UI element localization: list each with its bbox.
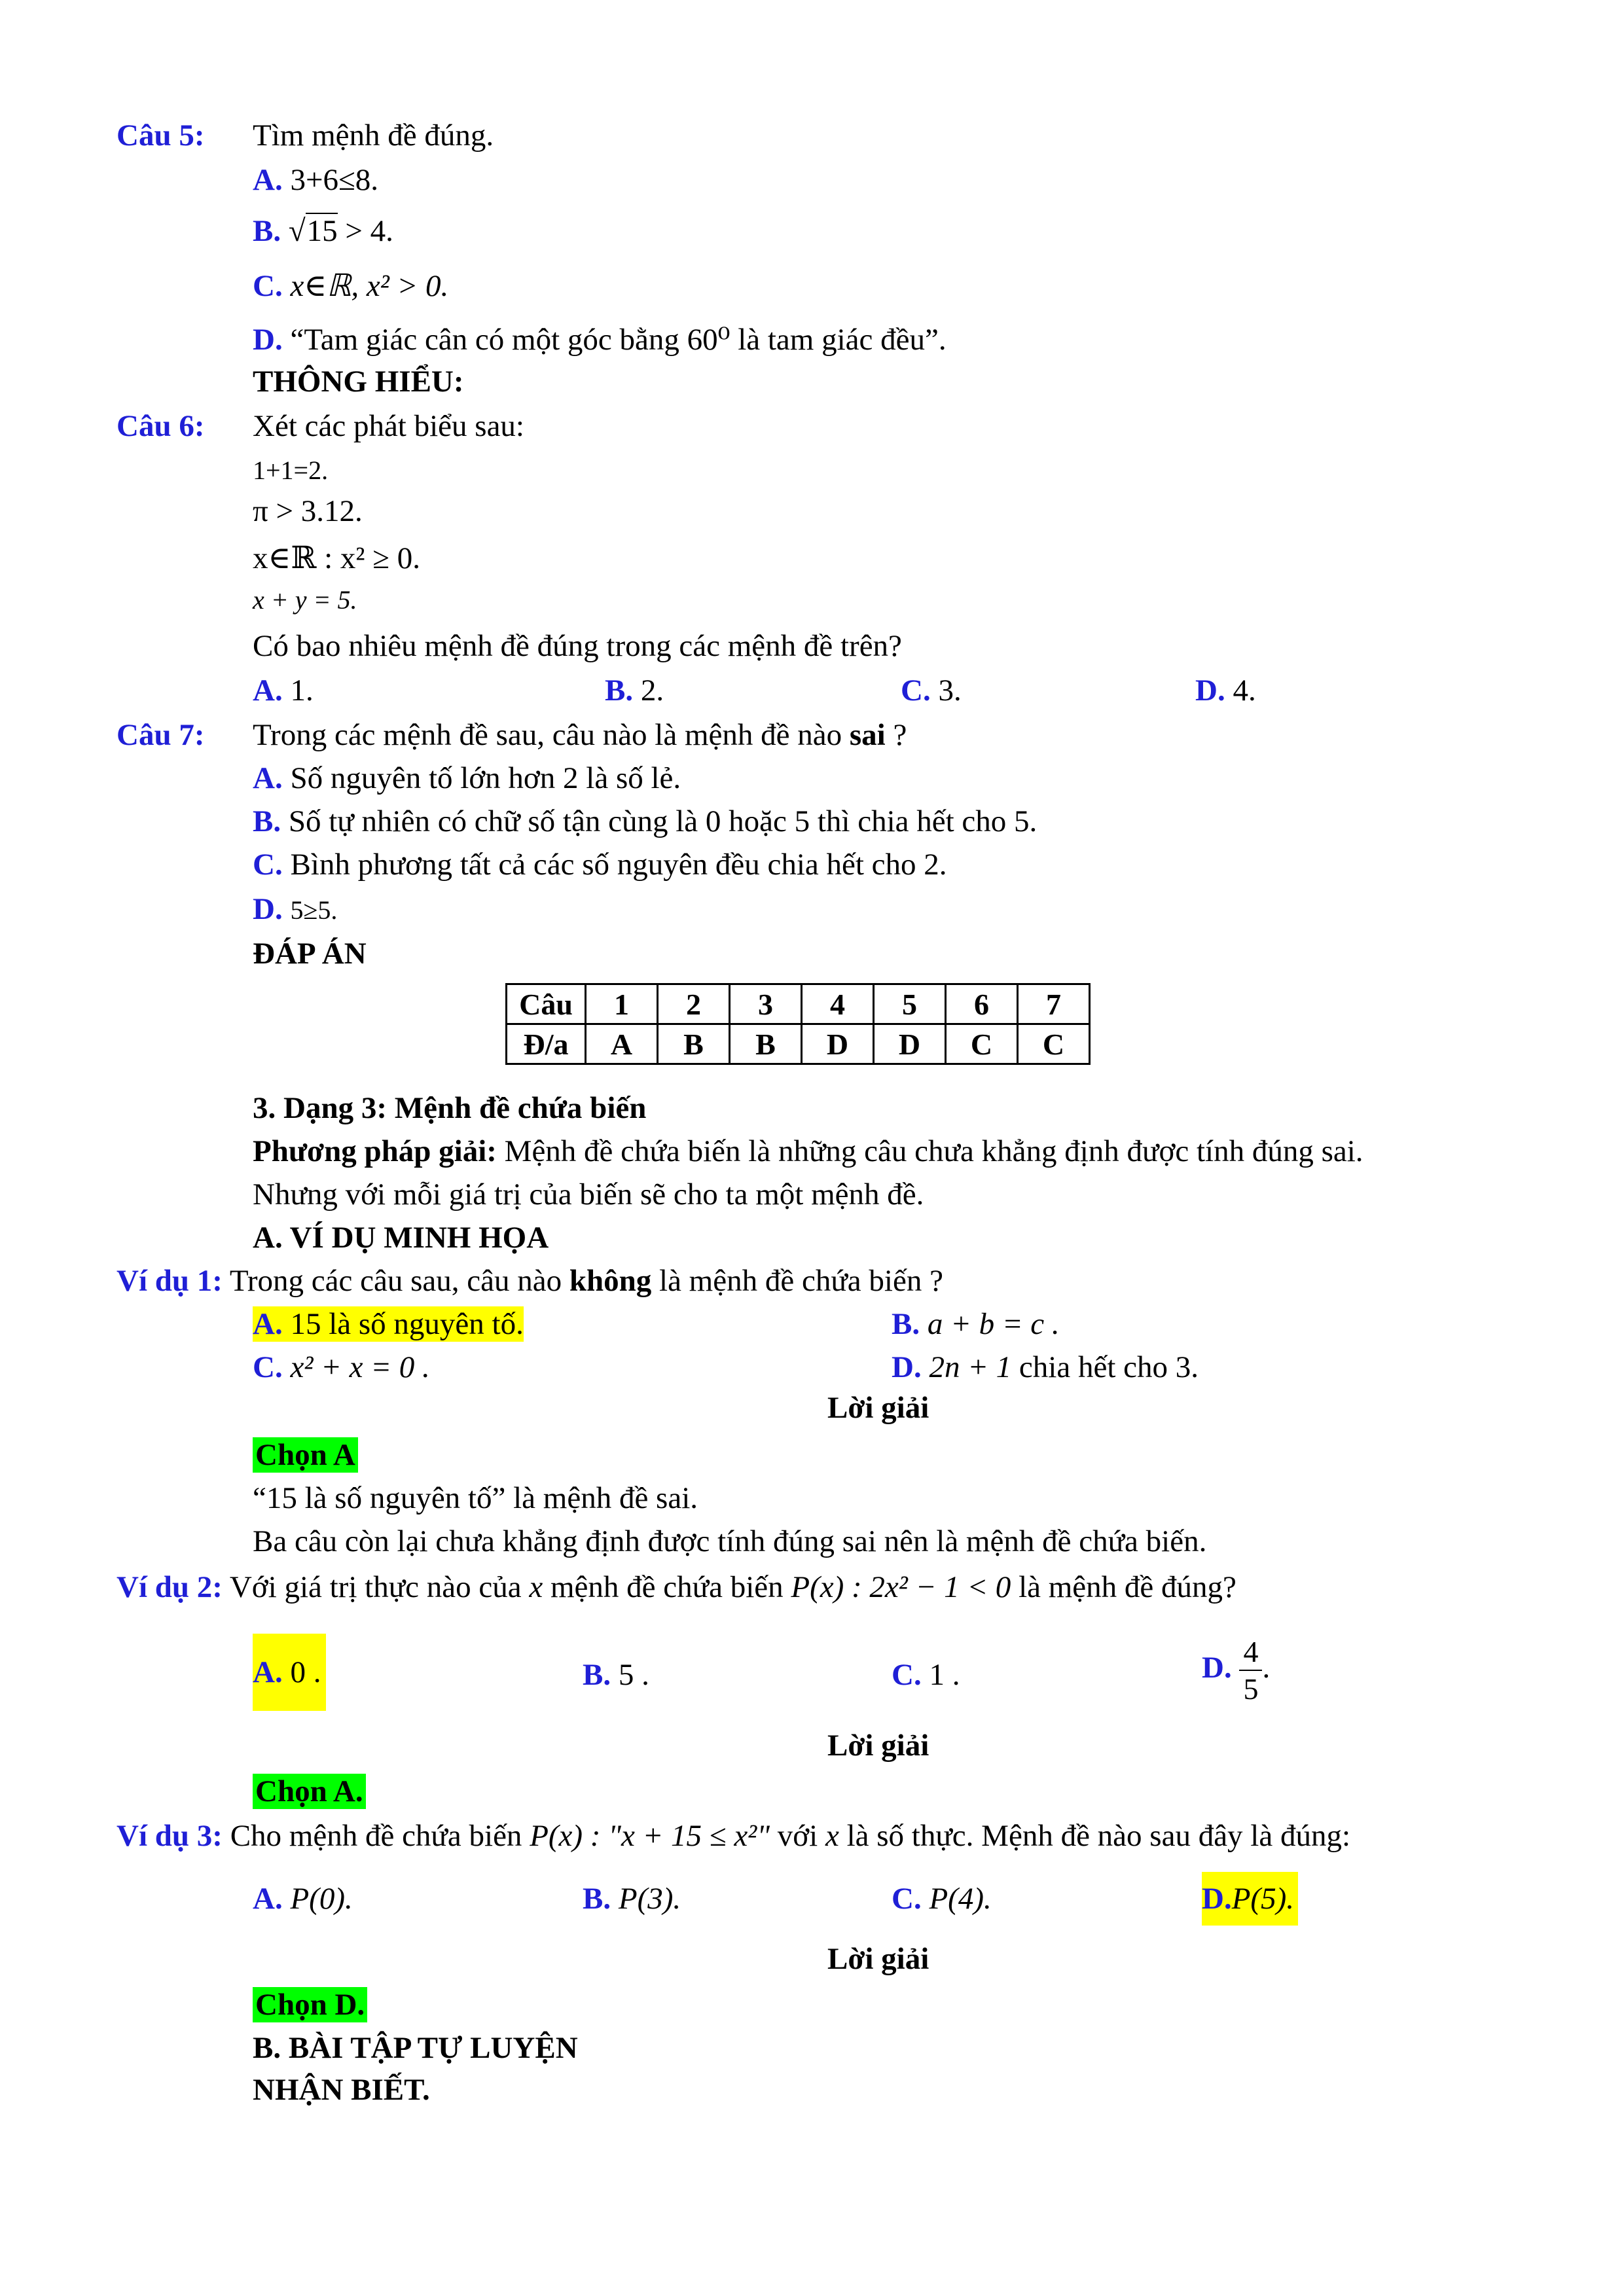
solution-heading: Lời giải	[827, 1391, 929, 1425]
example-1: Ví dụ 1: Trong các câu sau, câu nào không là mệnh đề chứa biến ?	[117, 1264, 943, 1298]
option-b: B. a + b = c .	[892, 1307, 1060, 1341]
statement-2: π > 3.12.	[253, 494, 363, 528]
option-d: D. 5≥5.	[253, 892, 338, 926]
section-title: 3. Dạng 3: Mệnh đề chứa biến	[253, 1091, 647, 1125]
method-line-2: Nhưng với mỗi giá trị của biến sẽ cho ta một mệnh đề.	[253, 1177, 924, 1211]
statement-4: x + y = 5.	[253, 585, 357, 615]
question-label: Câu 5:	[117, 118, 205, 152]
option-b: B. 5 .	[583, 1658, 649, 1692]
solution-heading: Lời giải	[827, 1942, 929, 1976]
section-heading: A. VÍ DỤ MINH HỌA	[253, 1221, 549, 1255]
question-text: Tìm mệnh đề đúng.	[253, 118, 494, 152]
fraction: $\frac{4}{5}$	[1239, 1634, 1262, 1707]
option-d-highlighted: D.P(5).	[1202, 1872, 1298, 1926]
solution-heading: Lời giải	[827, 1729, 929, 1763]
option-d: D. $\frac{4}{5}$ .	[1202, 1634, 1270, 1707]
answer-table	[505, 983, 1091, 1065]
option-a: A. P(0).	[253, 1882, 353, 1916]
question-7	[117, 717, 204, 753]
explanation-2: Ba câu còn lại chưa khẳng định được tính đúng sai nên là mệnh đề chứa biến.	[253, 1524, 1207, 1558]
option-c: C. x∈ℝ, x² > 0.	[253, 269, 449, 303]
question-5	[117, 118, 204, 153]
option-a-highlighted: A. 15 là số nguyên tố.	[253, 1307, 524, 1341]
example-3: Ví dụ 3: Cho mệnh đề chứa biến P(x) : "x + 15 ≤ x²" với x là số thực. Mệnh đề nào sau đây là đúng:	[117, 1819, 1351, 1853]
option-d: D. “Tam giác cân có một góc bằng 60⁰ là tam giác đều”.	[253, 323, 947, 357]
option-a-highlighted: A. 0 .	[253, 1634, 326, 1711]
option-c: C. P(4).	[892, 1882, 992, 1916]
sqrt-radicand: 15	[306, 214, 338, 248]
section-heading: THÔNG HIỂU:	[253, 365, 464, 399]
table-row: Câu 1 2 3 4 5 6 7	[507, 984, 1090, 1024]
answers-title: ĐÁP ÁN	[253, 937, 367, 971]
option-a: A. 3+6≤8.	[253, 163, 379, 197]
example-2: Ví dụ 2: Với giá trị thực nào của x mệnh đề chứa biến P(x) : 2x² − 1 < 0 là mệnh đề đúng?	[117, 1570, 1236, 1604]
option-c: C. 1 .	[892, 1658, 960, 1692]
answer-choice: Chọn A	[253, 1437, 358, 1473]
option-b: B. √15 > 4.	[253, 214, 393, 248]
statement-1: 1+1=2.	[253, 456, 329, 485]
answer-choice: Chọn A.	[253, 1774, 366, 1809]
question-label: Câu 6:	[117, 409, 205, 443]
question-6	[117, 408, 204, 444]
option-b: B. 2.	[605, 673, 664, 708]
option-d: D. 2n + 1 chia hết cho 3.	[892, 1350, 1199, 1384]
option-a: A. 1.	[253, 673, 314, 708]
option-b: B. Số tự nhiên có chữ số tận cùng là 0 hoặc 5 thì chia hết cho 5.	[253, 804, 1038, 838]
question-prompt: Có bao nhiêu mệnh đề đúng trong các mệnh đề trên?	[253, 629, 902, 663]
option-d: D. 4.	[1195, 673, 1256, 708]
table-row: Đ/a A B B D D C C	[507, 1024, 1090, 1064]
section-heading: B. BÀI TẬP TỰ LUYỆN	[253, 2031, 578, 2065]
method-line: Phương pháp giải: Mệnh đề chứa biến là những câu chưa khẳng định được tính đúng sai.	[253, 1134, 1363, 1168]
answer-choice: Chọn D.	[253, 1987, 367, 2022]
question-label: Câu 7:	[117, 718, 205, 752]
statement-3: x∈ℝ : x² ≥ 0.	[253, 541, 421, 575]
explanation-1: “15 là số nguyên tố” là mệnh đề sai.	[253, 1481, 698, 1515]
question-text: Trong các mệnh đề sau, câu nào là mệnh đề nào sai ?	[253, 718, 907, 752]
option-c: C. x² + x = 0 .	[253, 1350, 430, 1384]
option-a: A. Số nguyên tố lớn hơn 2 là số lẻ.	[253, 761, 681, 795]
option-c: C. 3.	[901, 673, 962, 708]
option-c: C. Bình phương tất cả các số nguyên đều chia hết cho 2.	[253, 848, 947, 882]
option-b: B. P(3).	[583, 1882, 681, 1916]
section-heading: NHẬN BIẾT.	[253, 2073, 430, 2107]
question-text: Xét các phát biểu sau:	[253, 409, 524, 443]
